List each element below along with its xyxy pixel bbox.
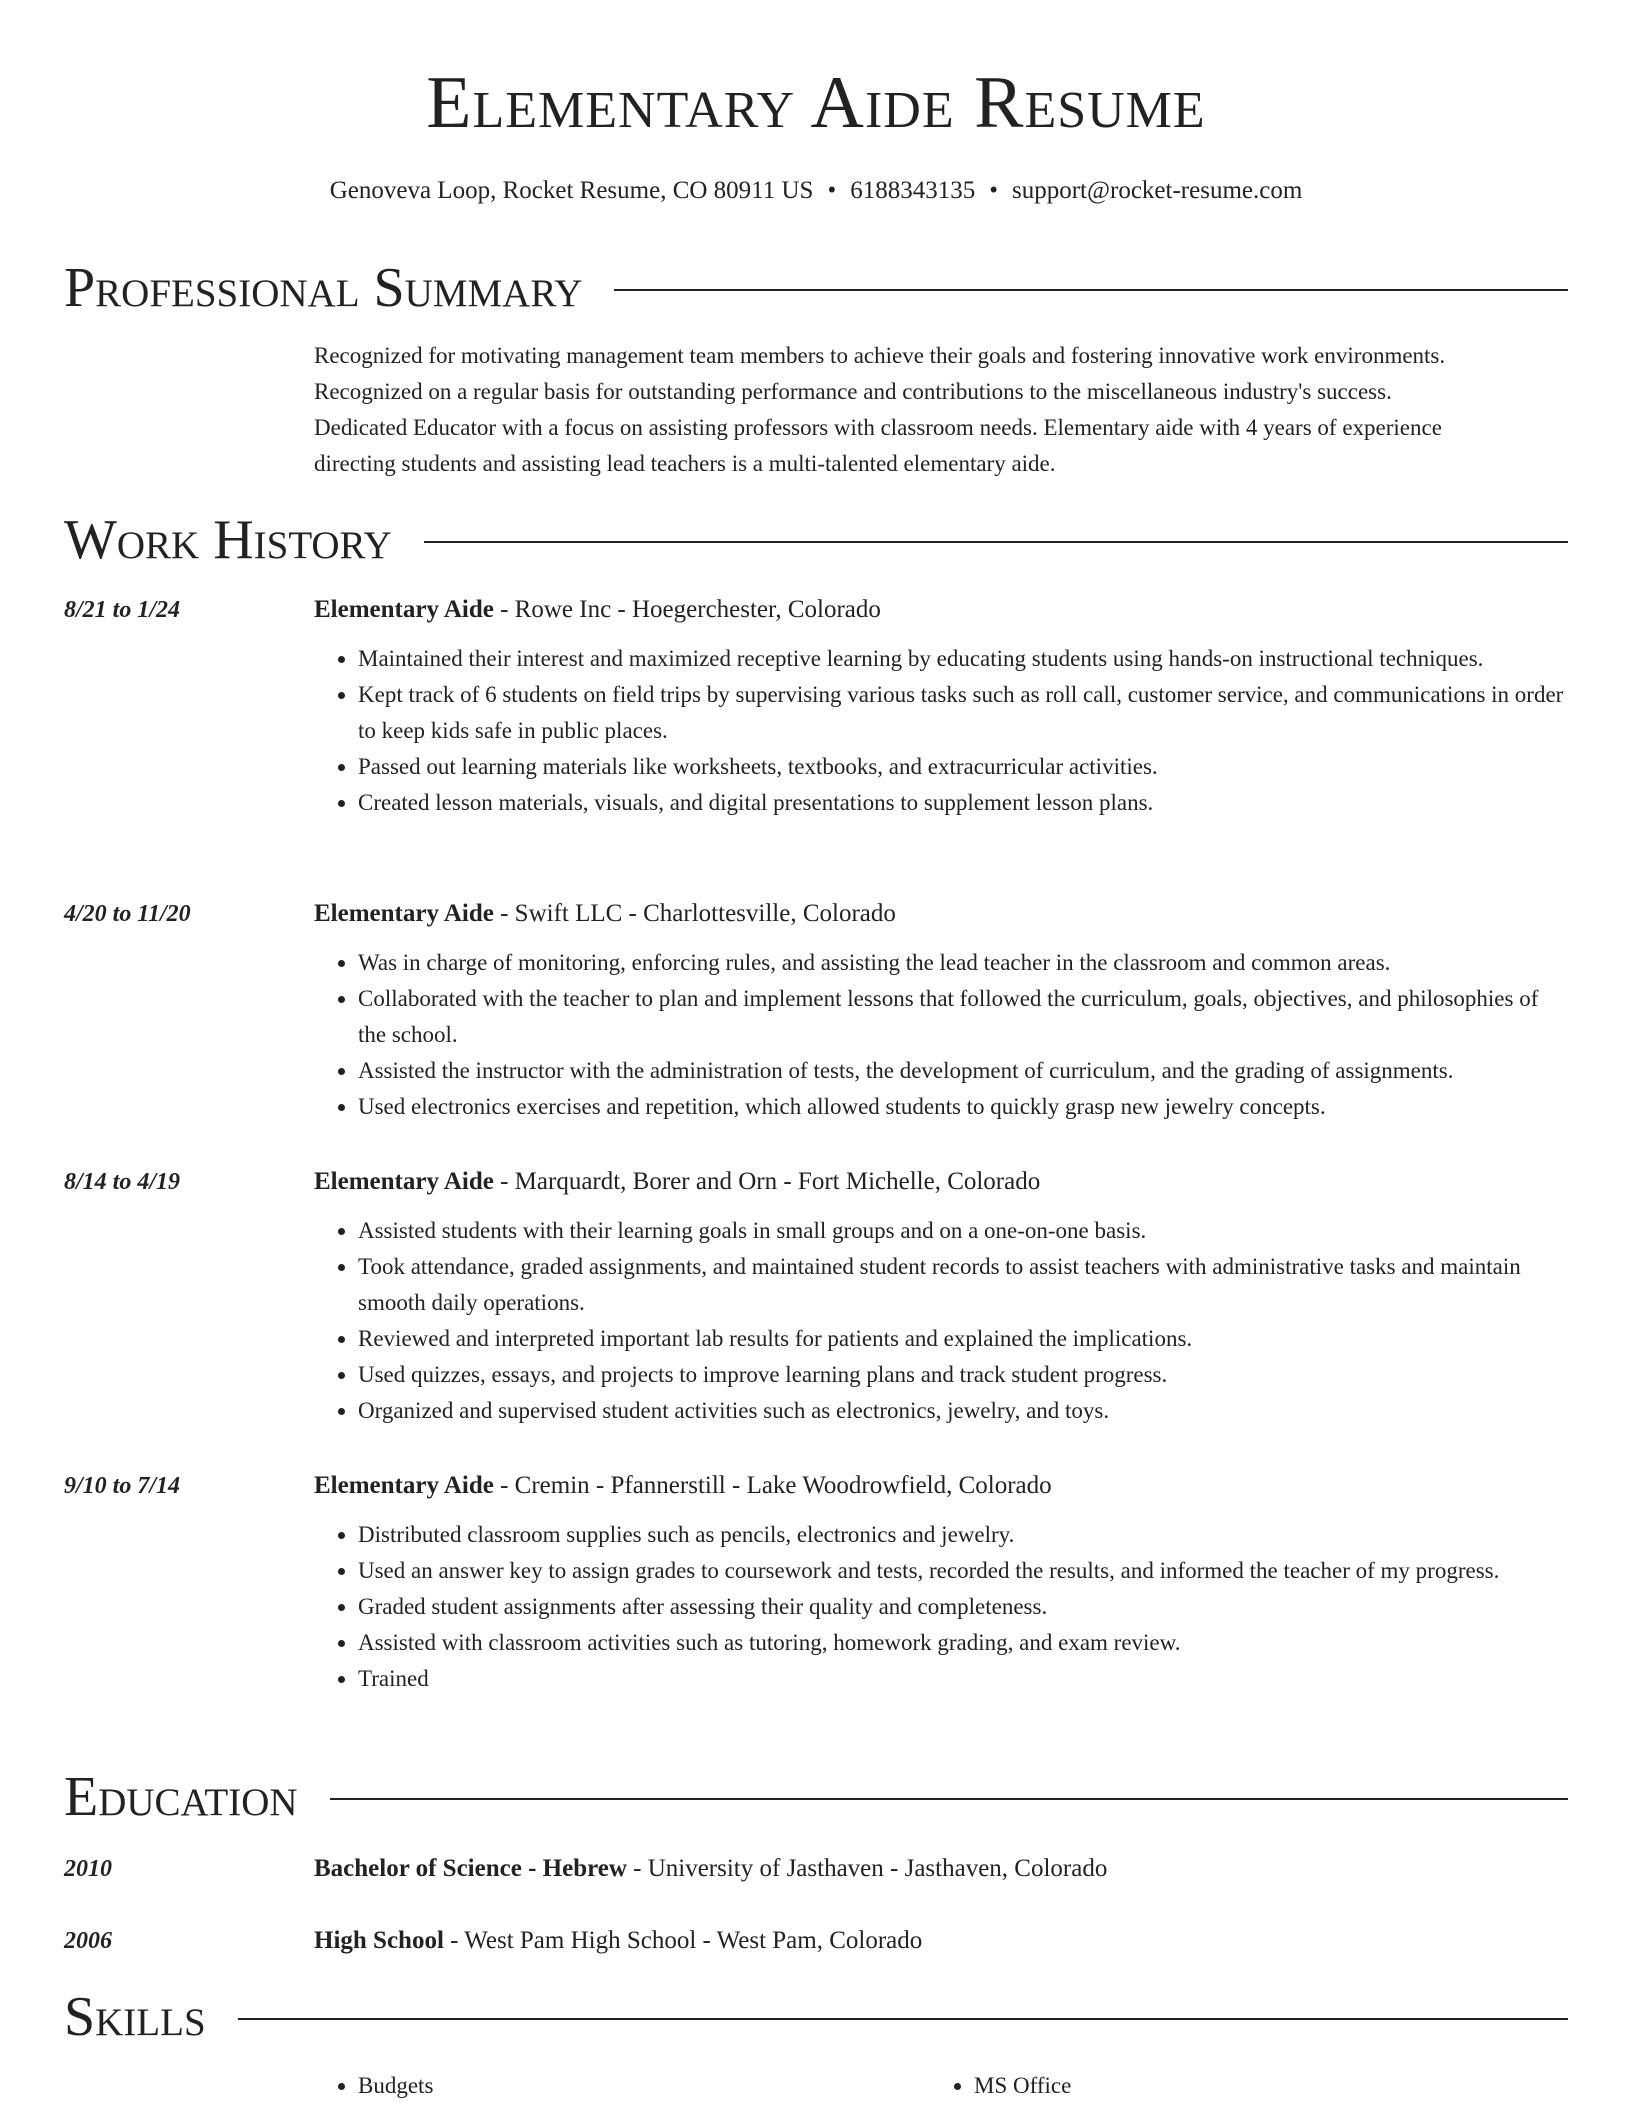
education-year: 2010 bbox=[64, 1856, 112, 1882]
job-bullet: • Graded student assignments after assessing their quality and completeness. bbox=[358, 1589, 1568, 1625]
job-bullet: • Created lesson materials, visuals, and digital presentations to supplement lesson plans. bbox=[358, 785, 1568, 821]
summary-line: Dedicated Educator with a focus on assisting professors with classroom needs. Elementary aide with 4 years of experience bbox=[314, 415, 1442, 440]
contact-address: Genoveva Loop, Rocket Resume, CO 80911 US bbox=[329, 177, 814, 204]
education-degree: Bachelor of Science - Hebrew bbox=[314, 1855, 627, 1882]
job-entry bbox=[64, 1165, 1568, 1429]
section-header-work bbox=[64, 510, 1568, 570]
job-bullets bbox=[314, 1517, 1568, 1697]
skills-list-right bbox=[930, 2068, 1546, 2104]
job-heading bbox=[314, 1165, 1568, 1199]
job-title: Elementary Aide bbox=[314, 596, 494, 623]
job-bullet: • Took attendance, graded assignments, and maintained student records to assist teachers with administrative tasks and maintain smooth daily operations. bbox=[358, 1249, 1568, 1321]
summary-line: directing students and assisting lead teachers is a multi-talented elementary aide. bbox=[314, 451, 1056, 476]
skill-item: • Budgets bbox=[358, 2068, 930, 2104]
job-dates: 4/20 to 11/20 bbox=[64, 901, 191, 927]
summary-line: Recognized for motivating management team members to achieve their goals and fostering innovative work environments. bbox=[314, 343, 1446, 368]
job-bullet: • Reviewed and interpreted important lab results for patients and explained the implications. bbox=[358, 1321, 1568, 1357]
section-header-skills bbox=[64, 1987, 1568, 2047]
contact-phone: 6188343135 bbox=[850, 177, 976, 204]
job-title: Elementary Aide bbox=[314, 1472, 494, 1499]
contact-email: support@rocket-resume.com bbox=[1011, 177, 1303, 204]
contact-separator: • bbox=[827, 177, 837, 204]
job-heading bbox=[314, 1469, 1568, 1503]
section-title-work: Work History bbox=[64, 509, 392, 571]
section-header-summary bbox=[64, 258, 1568, 318]
job-bullets bbox=[314, 945, 1568, 1125]
skill-item: • MS Office bbox=[974, 2068, 1546, 2104]
skills-list-left bbox=[314, 2068, 930, 2104]
job-heading bbox=[314, 593, 1568, 627]
job-bullet: • Was in charge of monitoring, enforcing rules, and assisting the lead teacher in the classroom and common areas. bbox=[358, 945, 1568, 981]
job-dates: 9/10 to 7/14 bbox=[64, 1473, 181, 1499]
job-bullet: • Assisted students with their learning goals in small groups and on a one-on-one basis. bbox=[358, 1213, 1568, 1249]
section-divider bbox=[424, 541, 1568, 543]
job-title: Elementary Aide bbox=[314, 900, 494, 927]
job-bullet: • Organized and supervised student activities such as electronics, jewelry, and toys. bbox=[358, 1393, 1568, 1429]
summary-text bbox=[314, 338, 1568, 482]
resume-title: Elementary Aide Resume bbox=[426, 62, 1206, 144]
summary-block bbox=[64, 338, 1568, 482]
job-employer: - Cremin - Pfannerstill - Lake Woodrowfield, Colorado bbox=[493, 1472, 1052, 1499]
contact-line bbox=[0, 174, 1632, 208]
job-entry bbox=[64, 897, 1568, 1125]
section-divider bbox=[614, 289, 1568, 291]
job-entry bbox=[64, 1469, 1568, 1697]
education-heading bbox=[314, 1852, 1568, 1886]
job-employer: - Swift LLC - Charlottesville, Colorado bbox=[493, 900, 896, 927]
education-school: - University of Jasthaven - Jasthaven, Colorado bbox=[626, 1855, 1108, 1882]
job-bullet: • Kept track of 6 students on field trips by supervising various tasks such as roll call, customer service, and communications in order to keep kids safe in public places. bbox=[358, 677, 1568, 749]
section-title-education: Education bbox=[64, 1766, 298, 1828]
job-dates: 8/14 to 4/19 bbox=[64, 1169, 181, 1195]
section-divider bbox=[330, 1798, 1568, 1800]
job-employer: - Marquardt, Borer and Orn - Fort Michelle, Colorado bbox=[493, 1168, 1041, 1195]
job-bullet: • Used electronics exercises and repetition, which allowed students to quickly grasp new jewelry concepts. bbox=[358, 1089, 1568, 1125]
job-bullets bbox=[314, 1213, 1568, 1429]
job-bullet: • Used quizzes, essays, and projects to improve learning plans and track student progress. bbox=[358, 1357, 1568, 1393]
section-title-summary: Professional Summary bbox=[64, 257, 583, 319]
job-entry bbox=[64, 593, 1568, 821]
section-header-education bbox=[64, 1767, 1568, 1827]
job-bullet: • Collaborated with the teacher to plan and implement lessons that followed the curriculum, goals, objectives, and philosophies of the school. bbox=[358, 981, 1568, 1053]
job-employer: - Rowe Inc - Hoegerchester, Colorado bbox=[493, 596, 881, 623]
job-bullet: • Distributed classroom supplies such as pencils, electronics and jewelry. bbox=[358, 1517, 1568, 1553]
job-dates: 8/21 to 1/24 bbox=[64, 597, 181, 623]
education-entry bbox=[64, 1924, 1568, 1958]
job-bullet: • Assisted with classroom activities such as tutoring, homework grading, and exam review. bbox=[358, 1625, 1568, 1661]
section-divider bbox=[238, 2018, 1568, 2020]
job-bullet: • Passed out learning materials like worksheets, textbooks, and extracurricular activities. bbox=[358, 749, 1568, 785]
education-entry bbox=[64, 1852, 1568, 1886]
contact-separator: • bbox=[989, 177, 998, 204]
education-heading bbox=[314, 1924, 1568, 1958]
job-title: Elementary Aide bbox=[314, 1168, 494, 1195]
job-bullet: • Used an answer key to assign grades to coursework and tests, recorded the results, and informed the teacher of my progress. bbox=[358, 1553, 1568, 1589]
summary-line: Recognized on a regular basis for outstanding performance and contributions to the miscellaneous industry's success. bbox=[314, 379, 1392, 404]
skills-columns bbox=[314, 2068, 1568, 2104]
education-degree: High School bbox=[314, 1927, 444, 1954]
job-bullet: • Assisted the instructor with the administration of tests, the development of curriculum, and the grading of assignments. bbox=[358, 1053, 1568, 1089]
skills-block bbox=[64, 2068, 1568, 2104]
education-school: - West Pam High School - West Pam, Colorado bbox=[443, 1927, 923, 1954]
job-bullets bbox=[314, 641, 1568, 821]
job-heading bbox=[314, 897, 1568, 931]
job-bullet: • Maintained their interest and maximized receptive learning by educating students using hands-on instructional techniques. bbox=[358, 641, 1568, 677]
education-year: 2006 bbox=[64, 1928, 112, 1954]
job-bullet: • Trained bbox=[358, 1661, 1568, 1697]
section-title-skills: Skills bbox=[64, 1986, 206, 2048]
